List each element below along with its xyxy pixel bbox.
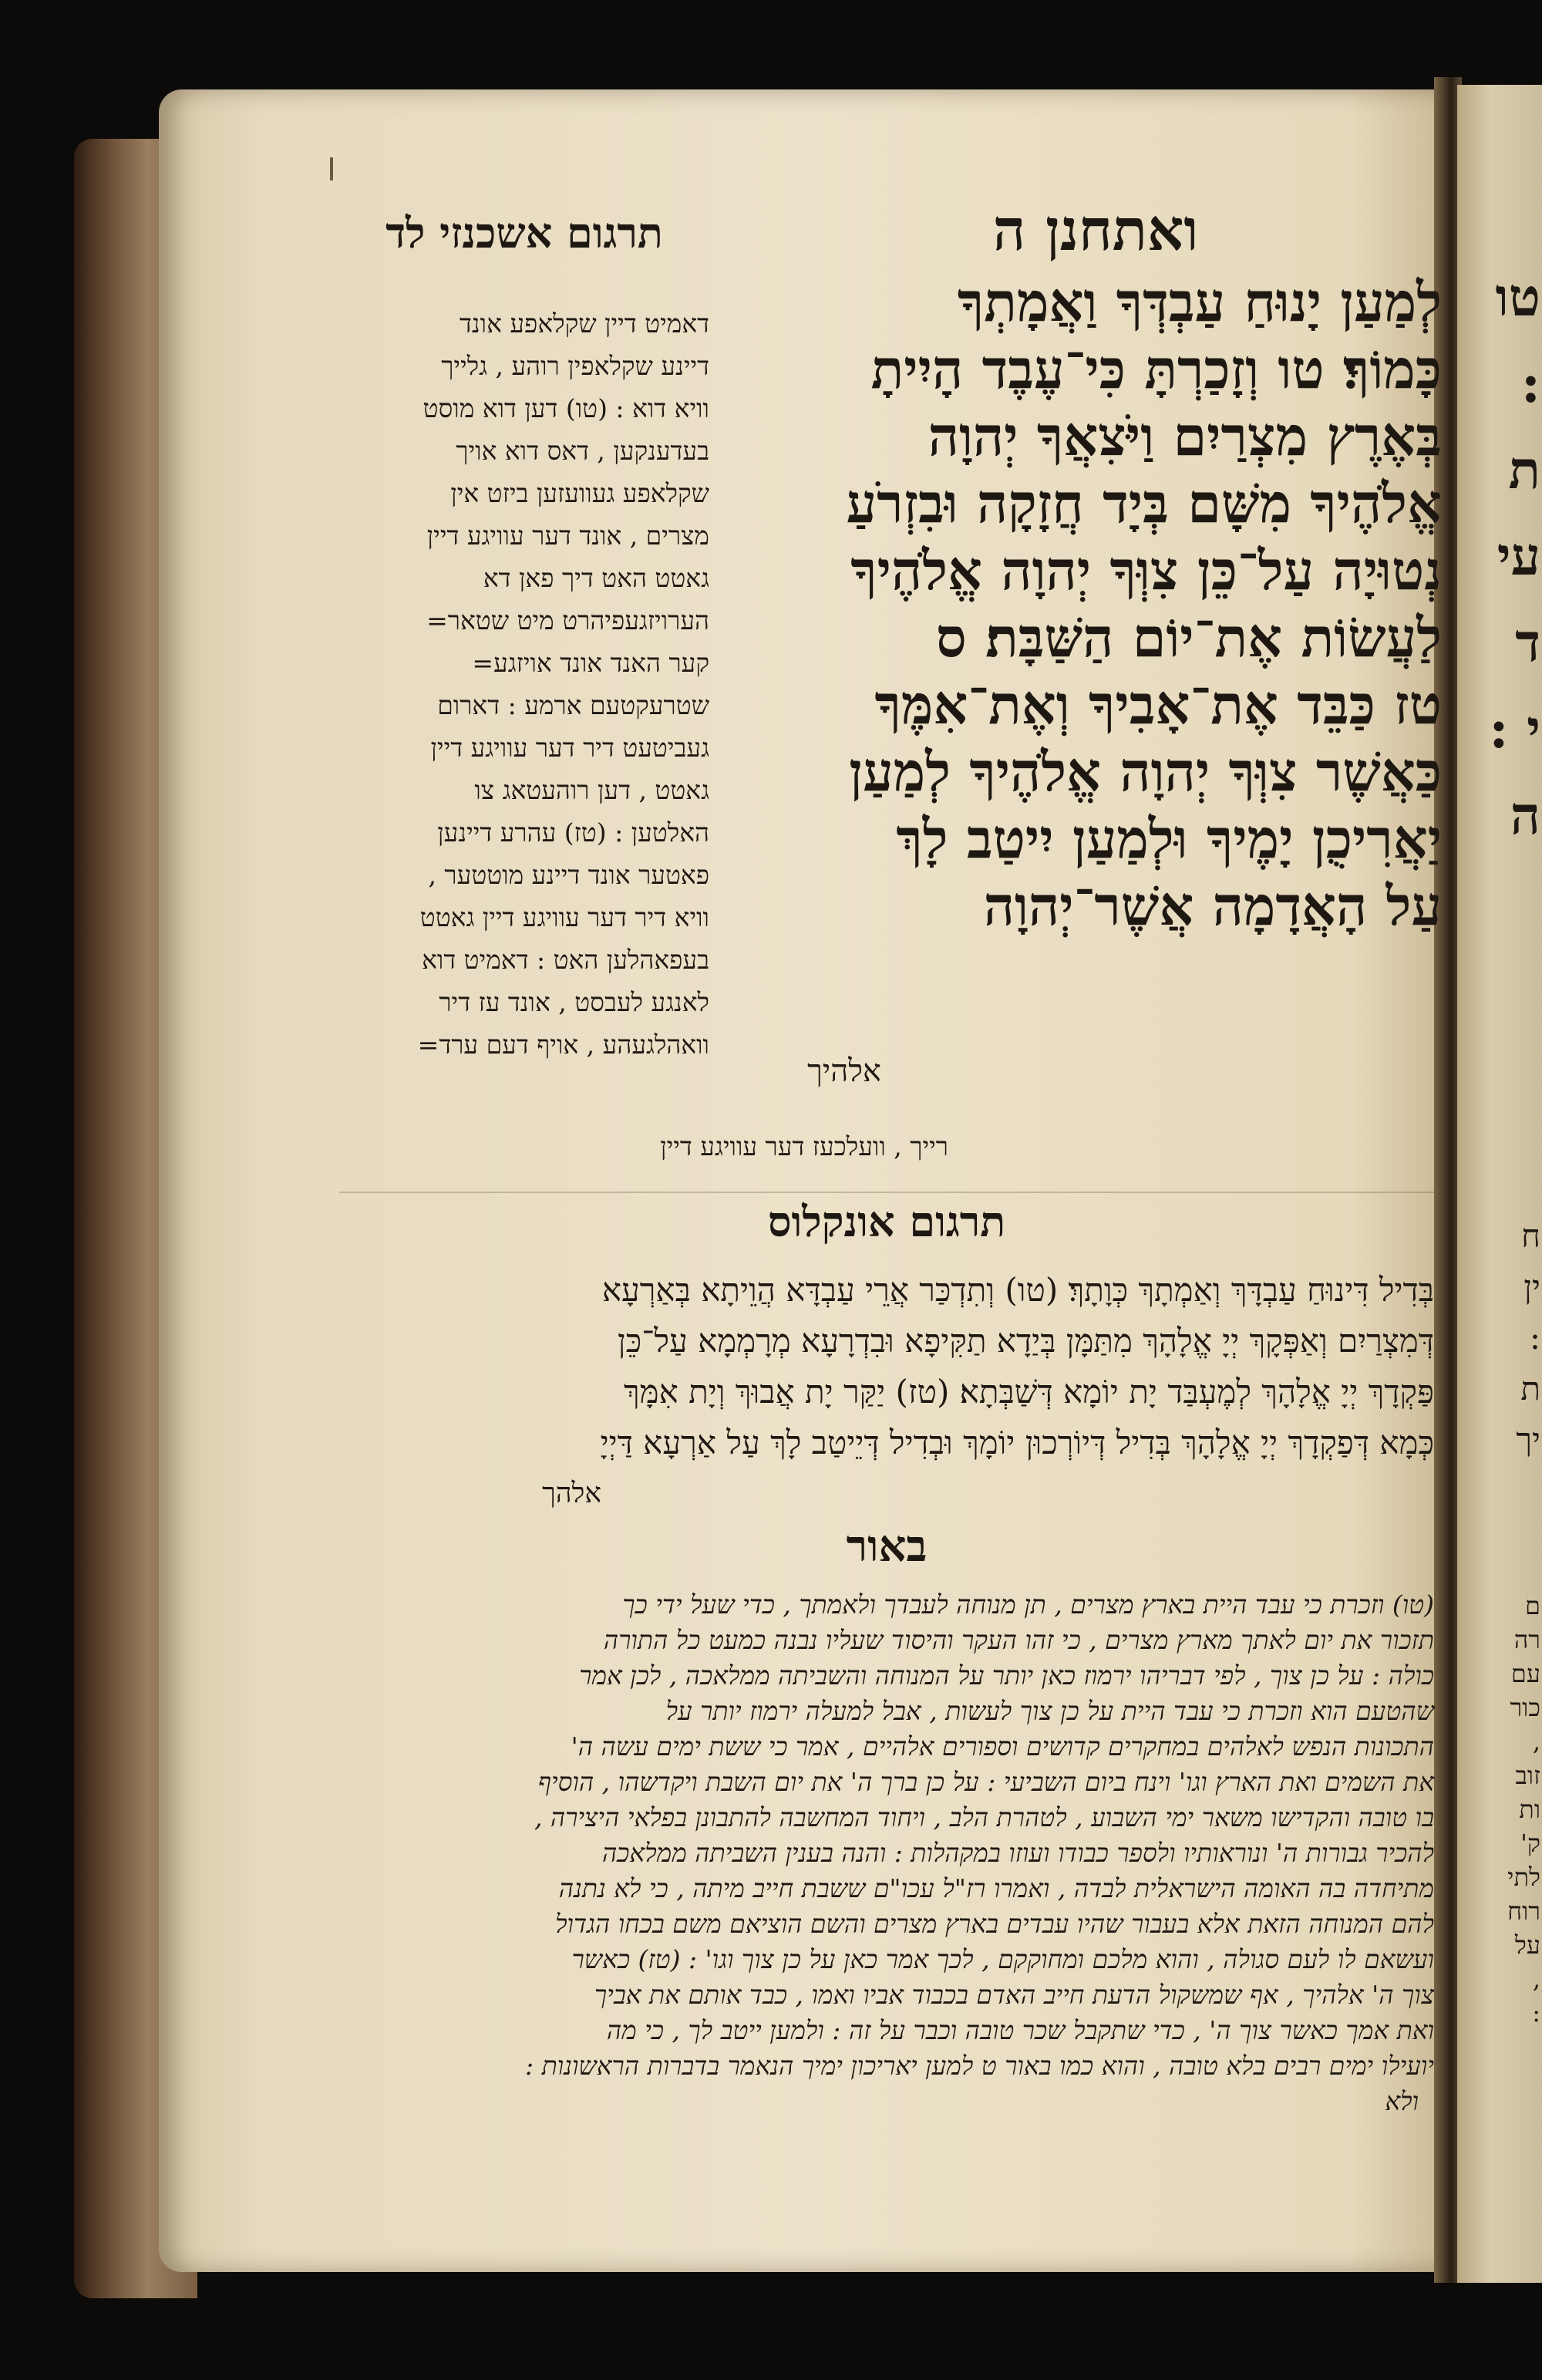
yiddish-line: קער האנד אונד אויזגע= — [472, 648, 709, 678]
biur-line: בו טובה והקדישו משאר ימי השבוע , לטהרת הלב , ויחוד המחשבה להתבונן בפלאי היצירה , — [534, 1802, 1434, 1832]
verse-line: נְטוּיָה עַל־כֵּן צִוְּךָ יְהוָה אֱלֹהֶיךָ — [850, 538, 1442, 602]
onkelos-line: פַּקְדָךְ יְיָ אֱלָהָךְ לְמֶעְבַּד יָת יוֹמָא דְּשַׁבְּתָא׃ (טז) יַקַּר יָת אֲבוּךְ וְיָת אִמָּךְ — [624, 1373, 1434, 1411]
strip-line: זוב — [1515, 1761, 1540, 1790]
strip-line: ת — [1520, 1370, 1540, 1407]
verse-line: יַאֲרִיכֻן יָמֶיךָ וּלְמַעַן יִיטַב לָךְ — [896, 807, 1442, 871]
pencil-mark — [330, 157, 333, 180]
adjacent-page-verse — [1471, 255, 1540, 859]
onkelos-line: דְּמִצְרַיִם וְאַפְּקָךְ יְיָ אֱלָהָךְ מִתַּמָּן בְּיַדָא תַקִּיפָא וּבִדְרָעָא מְרָמְמָא עַל־כֵּן — [618, 1322, 1434, 1360]
strip-line: רוח — [1507, 1896, 1540, 1926]
biur-commentary — [339, 1587, 1434, 2189]
strip-line: : — [1532, 1998, 1540, 2028]
yiddish-line: וויא דיר דער עוויגע דיין גאטט — [419, 902, 709, 932]
yiddish-line: שטרעקטעם ארמע : דארום — [437, 690, 709, 720]
onkelos-text — [339, 1265, 1434, 1527]
strip-line: כור — [1510, 1693, 1540, 1722]
section-divider — [339, 1192, 1434, 1193]
yiddish-line: דיינע שקלאפין רוהע , גלייך — [441, 351, 709, 381]
strip-line: רה — [1513, 1625, 1540, 1654]
verse-line: לְמַעַן יָנוּחַ עַבְדְּךָ וַאֲמָתְךָ — [957, 270, 1442, 334]
strip-line: : — [1529, 1319, 1540, 1357]
verse-line: לַעֲשׂוֹת אֶת־יוֹם הַשַּׁבָּת׃ ס — [935, 605, 1442, 669]
biur-line: להכיר גבורות ה' ונוראותיו ולספר כבודו ועוזו במקהלות : והנה בענין השביתה ממלאכה — [601, 1838, 1434, 1868]
biur-line: ולא — [1385, 2086, 1419, 2116]
biur-line: תזכור את יום לאתך מארץ מצרים , כי זהו העקר והיסוד שעליו נבנה כמעט כל התורה — [603, 1625, 1434, 1655]
biur-line: ואת אמך כאשר צוך ה' , כדי שתקבל שכר טובה וכבר על זה : ולמען ייטב לך , כי מה — [606, 2015, 1434, 2045]
yiddish-line: בעפאהלען האט : דאמיט דוא — [422, 945, 709, 975]
strip-line: לתי — [1507, 1863, 1540, 1892]
yiddish-line: גאטט האט דיך פאן דא — [483, 563, 709, 593]
yiddish-line: וואהלגעהע , אויף דעם ערד= — [417, 1030, 709, 1060]
strip-line: ה — [1510, 785, 1540, 847]
biur-title: באור — [846, 1521, 928, 1572]
biur-line: להם המנוחה הזאת אלא בעבור שהיו עבדים בארץ מצרים והשם הוציאם משם בכחו הגדול — [555, 1909, 1434, 1939]
translation-head: תרגום אשכנזי לד — [386, 208, 663, 258]
verse-catchword: אלהיך — [807, 1053, 881, 1089]
strip-line: ח — [1521, 1217, 1540, 1255]
yiddish-line: הערויזגעפיהרט מיט שטאר= — [426, 605, 709, 635]
strip-line: ת — [1508, 440, 1540, 501]
biur-line: את השמים ואת הארץ וגו' וינח ביום השביעי : על כן ברך ה' את יום השבת ויקדשהו , הוסיף — [537, 1767, 1434, 1797]
verse-column — [732, 268, 1442, 1070]
strip-line: טו — [1495, 267, 1540, 329]
biur-line: מתיחדה בה האומה הישראלית לבדה , ואמרו רז"ל עכו"ם ששבת חייב מיתה , כי לא נתנה — [558, 1873, 1434, 1903]
yiddish-line: שקלאפע געוועזען ביזט אין — [450, 478, 709, 508]
yiddish-line: גאטט , דען רוהעטאג צו — [474, 775, 709, 805]
strip-line: י : — [1489, 699, 1540, 760]
strip-line: ק' — [1520, 1829, 1540, 1858]
adjacent-page-onkelos — [1471, 1211, 1540, 1465]
yiddish-line: פאטער אונד דיינע מוטטער , — [428, 860, 709, 890]
yiddish-catch-line: רייך , וועלכעז דער עוויגע דיין — [660, 1131, 948, 1161]
biur-line: יועילו ימים רבים בלא טובה , והוא כמו באור ט למען יאריכון ימיך הנאמר בדברות הראשונות : — [525, 2051, 1434, 2081]
biur-line: התכונות הנפש לאלהים במחקרים קדושים וספורים אלהיים , אמר כי ששת ימים עשה ה' — [571, 1731, 1434, 1761]
strip-line: עם — [1510, 1659, 1540, 1688]
yiddish-line: בעדענקען , דאס דוא אויך — [456, 436, 709, 466]
strip-line: , — [1532, 1727, 1540, 1756]
strip-line: : — [1520, 353, 1540, 415]
biur-line: (טו) וזכרת כי עבד היית בארץ מצרים , תן מנוחה לעבדך ולאמתך , כדי שעל ידי כך — [622, 1589, 1434, 1620]
yiddish-line: וויא דוא : (טו) דען דוא מוסט — [423, 393, 709, 423]
verse-line: טז כַּבֵּד אֶת־אָבִיךָ וְאֶת־אִמֶּךָ — [874, 673, 1442, 737]
verse-line: עַל הָאֲדָמָה אֲשֶׁר־יְהוָה — [983, 874, 1442, 938]
biur-line: כולה : על כן צוך , לפי דבריהו ירמוז כאן יותר על המנוחה והשביתה ממלאכה , לכן אמר — [579, 1660, 1434, 1691]
onkelos-title: תרגום אונקלוס — [767, 1197, 1006, 1246]
verse-line: כָּמוֹךָ׃ טו וְזָכַרְתָּ כִּי־עֶבֶד הָיִיתָ — [870, 337, 1442, 401]
verse-line: בְּאֶרֶץ מִצְרַיִם וַיֹּצִאֲךָ יְהוָה — [928, 404, 1442, 468]
strip-line: ם — [1525, 1591, 1540, 1620]
strip-line: יך — [1516, 1421, 1540, 1458]
onkelos-line: אלהך — [542, 1478, 601, 1509]
strip-line: עי — [1497, 526, 1540, 588]
adjacent-page-biur — [1471, 1589, 1540, 2030]
strip-line: ין — [1523, 1268, 1540, 1306]
yiddish-line: לאנגע לעבסט , אונד עז דיר — [439, 987, 709, 1017]
yiddish-line: געביטעט דיר דער עוויגע דיין — [430, 733, 709, 763]
strip-line: , — [1532, 1964, 1540, 1994]
yiddish-column — [339, 302, 709, 1135]
verse-line: אֱלֹהֶיךָ מִשָּׁם בְּיָד חֲזָקָה וּבִזְרֹעַ — [846, 471, 1442, 535]
strip-line: על — [1514, 1930, 1540, 1960]
yiddish-line: דאמיט דיין שקלאפע אונד — [460, 308, 709, 339]
strip-line: ות — [1519, 1795, 1540, 1824]
onkelos-line: כְּמָא דְּפַקְדָךְ יְיָ אֱלָהָךְ בְּדִיל דְּיוֹרְכוּן יוֹמָךְ וּבְדִיל דְּיֵיטַב לָךְ עַל אַרְעָא דַּיְיָ — [600, 1424, 1434, 1461]
verse-line: כַּאֲשֶׁר צִוְּךָ יְהוָה אֱלֹהֶיךָ לְמַעַן — [849, 740, 1442, 804]
running-head: ואתחנן ה — [992, 197, 1199, 264]
onkelos-line: בְּדִיל דִּינוּחַ עַבְדָּךְ וְאַמְתָךְ כְּוָתָךְ׃ (טו) וְתִדְכַּר אֲרֵי עַבְדָּא הֲוֵיתָא בְּאַרְעָא — [601, 1271, 1434, 1309]
yiddish-line: מצרים , אונד דער עוויגע דיין — [426, 521, 709, 551]
biur-line: שהטעם הוא וזכרת כי עבד היית על כן צוך לעשות , אבל למעלה ירמוז יותר על — [665, 1696, 1434, 1726]
strip-line: ד — [1515, 612, 1540, 674]
biur-line: ועשאם לו לעם סגולה , והוא מלכם ומחוקקם , לכך אמר כאן על כן צוך וגו' : (טז) כאשר — [571, 1944, 1434, 1974]
biur-line: צוך ה' אלהיך , אף שמשקול הדעת חייב האדם בכבוד אביו ואמו , כבד אותם את אביך — [594, 1980, 1434, 2010]
yiddish-line: האלטען : (טז) עהרע דיינען — [437, 817, 709, 848]
